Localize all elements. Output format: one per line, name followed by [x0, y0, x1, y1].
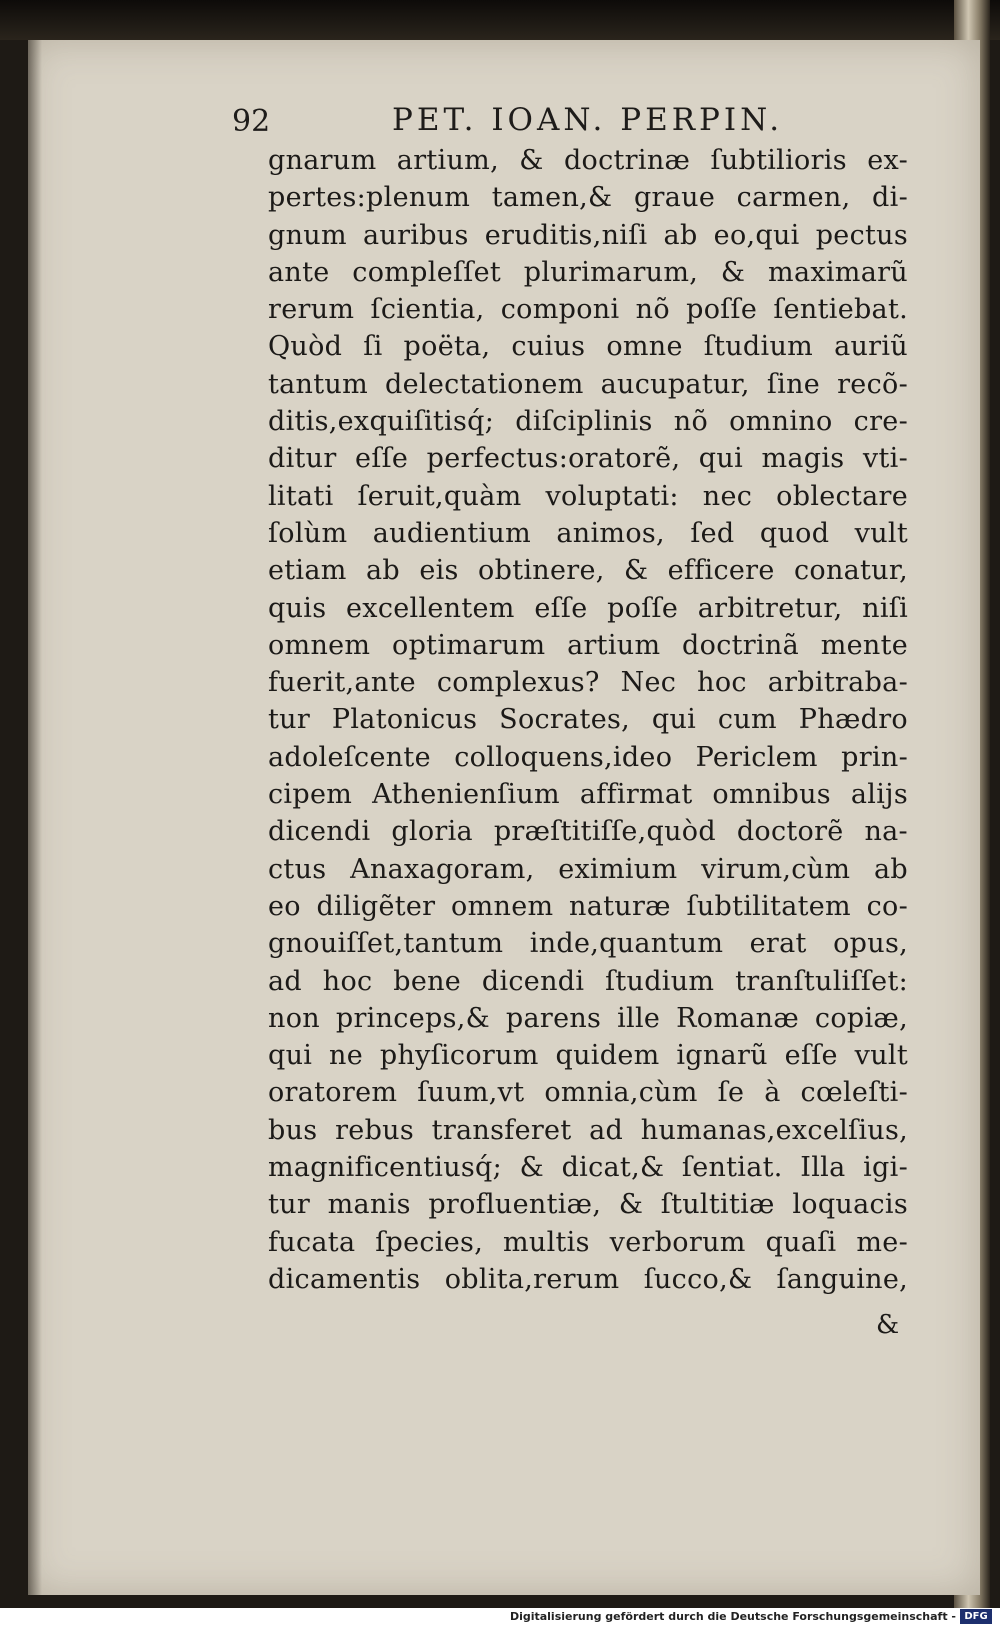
text-line: ad hoc bene dicendi ſtudium tranſtuliſſet:: [268, 965, 908, 997]
text-line: fucata ſpecies, multis verborum quaſi me-: [268, 1226, 908, 1258]
text-line: quis excellentem eſſe poſſe arbitretur, niſi: [268, 592, 908, 624]
text-line: tantum delectationem aucupatur, ſine recõ-: [268, 368, 908, 400]
text-line: cipem Athenienſium affirmat omnibus alijs: [268, 779, 908, 811]
text-line: fuerit,ante complexus? Nec hoc arbitraba-: [268, 667, 908, 699]
text-line: rerum ſcientia, componi nõ poſſe ſentiebat.: [268, 294, 908, 326]
catchword: &: [876, 1310, 900, 1340]
body-text: [268, 142, 908, 1298]
text-line: gnarum artium, & doctrinæ ſubtilioris ex-: [268, 145, 908, 176]
text-line: ante compleſſet plurimarum, & maximarũ: [268, 256, 908, 288]
text-line: qui ne phyſicorum quidem ignarũ eſſe vult: [268, 1040, 908, 1072]
text-line: gnouiſſet,tantum inde,quantum erat opus,: [268, 928, 908, 960]
text-line: etiam ab eis obtinere, & efficere conatur,: [268, 555, 908, 587]
text-line: pertes:plenum tamen,& graue carmen, di-: [268, 182, 908, 214]
page-number: 92: [232, 104, 271, 139]
text-line: ſolùm audientium animos, ſed quod vult: [268, 517, 908, 549]
funding-credit: Digitalisierung gefördert durch die Deutsche Forschungsgemeinschaft -: [509, 1610, 956, 1623]
text-line: oratorem ſuum,vt omnia,cùm ſe à cœleſti-: [268, 1077, 908, 1109]
text-line: litati ſeruit,quàm voluptati: nec oblectare: [268, 480, 908, 512]
text-line: ctus Anaxagoram, eximium virum,cùm ab: [268, 853, 908, 885]
text-line: omnem optimarum artium doctrinã mente: [268, 629, 908, 661]
text-line: magnificentiusq́; & dicat,& ſentiat. Illa igi-: [268, 1152, 908, 1184]
text-line: adoleſcente colloquens,ideo Periclem prin-: [268, 741, 908, 773]
text-line: tur manis profluentiæ, & ſtultitiæ loquacis: [268, 1189, 908, 1221]
running-title: PET. IOAN. PERPIN.: [392, 102, 784, 138]
text-line: ditur eſſe perfectus:oratorẽ, qui magis vti-: [268, 443, 908, 475]
gutter-shadow: [28, 40, 42, 1595]
text-line: ditis,exquiſitisq́; diſciplinis nõ omnino cre-: [268, 406, 908, 438]
text-line: Quòd ſi poëta, cuius omne ſtudium auriũ: [268, 331, 908, 363]
text-line: dicendi gloria præſtitiſſe,quòd doctorẽ na-: [268, 816, 908, 848]
text-line: tur Platonicus Socrates, qui cum Phædro: [268, 704, 908, 736]
running-head: [232, 100, 792, 144]
dfg-logo: DFG: [960, 1609, 992, 1624]
scan-top-edge: [0, 0, 1000, 40]
text-line: bus rebus transferet ad humanas,excelſius,: [268, 1114, 908, 1146]
text-line: eo diligẽter omnem naturæ ſubtilitatem co-: [268, 890, 908, 922]
text-line: non princeps,& parens ille Romanæ copiæ,: [268, 1002, 908, 1034]
text-line: dicamentis oblita,rerum ſucco,& ſanguine,: [268, 1263, 908, 1295]
text-line: gnum auribus eruditis,niſi ab eo,qui pectus: [268, 219, 908, 251]
